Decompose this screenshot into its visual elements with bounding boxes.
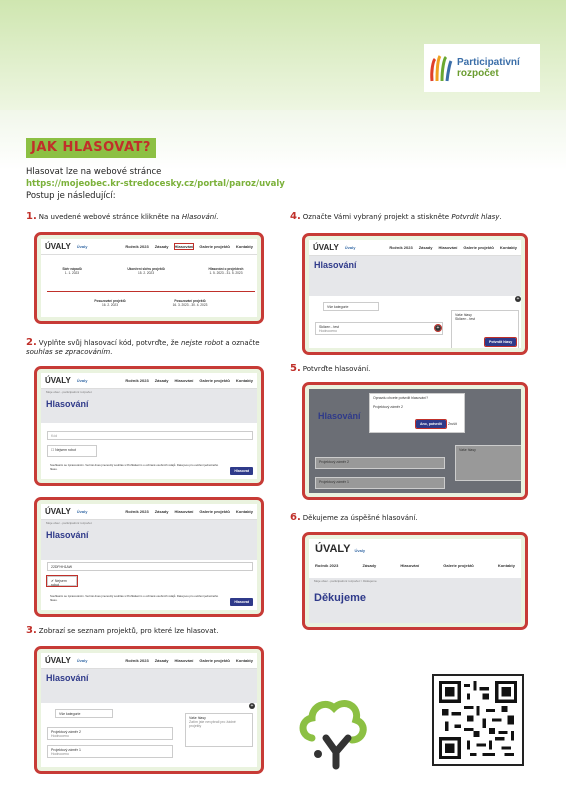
- project-name: Projektový záměr 1: [51, 748, 81, 752]
- screenshot-step-2a: [34, 366, 264, 486]
- page-heading: Hlasování: [314, 260, 357, 270]
- step-text: Zobrazí se seznam projektů, pro které lze hlasovat.: [38, 627, 219, 635]
- step-2: [26, 338, 276, 357]
- page-title: JAK HLASOVAT?: [26, 138, 156, 158]
- code-input[interactable]: 22DFHH1AW: [47, 562, 253, 571]
- nav-item[interactable]: Zásady: [154, 244, 169, 249]
- timeline-item: Posuzování projektů 16. 3. 2023 - 30. 4. 2023: [172, 299, 208, 307]
- timeline-item: Posuzování projektů 16. 2. 2023: [94, 299, 126, 307]
- votes-title: Vaše hlasy: [455, 313, 472, 317]
- step-4: [290, 212, 540, 222]
- step-emphasis: Potvrdit hlasy: [451, 213, 500, 221]
- project-row: [315, 477, 445, 489]
- votes-title: Vaše hlasy: [189, 716, 206, 720]
- step-3: [26, 626, 276, 636]
- step-num: 2.: [26, 337, 37, 348]
- site-brand-sub: Úvaly: [76, 509, 88, 514]
- nav-item[interactable]: Zásady: [418, 245, 433, 250]
- captcha-box[interactable]: ☐ Nejsem robot: [47, 445, 97, 457]
- modal-item: Projektový záměr 2: [373, 405, 403, 409]
- category-select[interactable]: Vše kategorie: [55, 709, 113, 718]
- site-frame: [41, 504, 257, 610]
- step-emphasis: nejste robot: [180, 339, 224, 347]
- qr-code[interactable]: [432, 674, 524, 766]
- screenshot-step-1: [34, 232, 264, 324]
- intro-url-link[interactable]: https://mojeobec.kr-stredocesky.cz/portal/paroz/uvaly: [26, 179, 285, 189]
- category-select[interactable]: Vše kategorie: [323, 302, 379, 311]
- screenshot-step-2b: [34, 497, 264, 617]
- qr-code-icon: [439, 681, 517, 759]
- screenshot-step-5: [302, 382, 528, 500]
- site-nav: [41, 504, 257, 520]
- breadcrumb: Moje obec - participativní rozpočet > Děkujeme: [314, 579, 377, 583]
- nav-item[interactable]: Galerie projektů: [463, 245, 494, 250]
- step-num: 6.: [290, 512, 301, 523]
- step-num: 3.: [26, 625, 37, 636]
- site-frame: [41, 239, 257, 317]
- uvaly-tree-logo: [298, 694, 370, 770]
- logo-text-line2: rozpočet: [457, 68, 499, 79]
- confirm-votes-button[interactable]: Potvrdit hlasy: [485, 338, 516, 346]
- nav-item[interactable]: Hlasování: [174, 658, 194, 663]
- page-header: [309, 256, 521, 296]
- nav-item[interactable]: Ročník 2023: [125, 658, 149, 663]
- site-brand: ÚVALY: [45, 656, 71, 665]
- project-status: Hodnoceno: [319, 329, 337, 333]
- step-1: [26, 212, 276, 222]
- votes-title: Vaše hlasy: [459, 448, 476, 452]
- nav-item[interactable]: Galerie projektů: [199, 378, 230, 383]
- nav-item[interactable]: Kontakty: [235, 378, 253, 383]
- timeline-item: Sběr nápadů 1. 1. 2023: [62, 267, 82, 275]
- page-header: [41, 389, 257, 423]
- step-6: [290, 513, 540, 523]
- project-name: Projektový záměr 2: [319, 460, 349, 464]
- votes-empty: Zatím jste nevybrali pro žádné projekty: [189, 720, 236, 728]
- vote-button[interactable]: Hlasovat: [230, 467, 253, 475]
- step-end: .: [499, 213, 502, 221]
- site-frame-dimmed: [309, 389, 521, 493]
- page-heading: Hlasování: [46, 673, 89, 683]
- nav-item[interactable]: Hlasování: [438, 245, 458, 250]
- step-num: 5.: [290, 363, 301, 374]
- captcha-box-checked[interactable]: ✔ Nejsem robot: [47, 576, 77, 586]
- site-brand-sub: Úvaly: [76, 244, 88, 249]
- nav-item[interactable]: Ročník 2023: [125, 509, 149, 514]
- site-nav: [41, 653, 257, 669]
- site-brand: ÚVALY: [45, 242, 71, 251]
- step-text: Děkujeme za úspěšné hlasování.: [302, 514, 418, 522]
- add-icon[interactable]: +: [516, 296, 520, 302]
- screenshot-step-6: [302, 532, 528, 630]
- site-frame: [309, 539, 521, 623]
- nav-item[interactable]: Hlasování: [400, 563, 420, 568]
- project-name: Sklizen - test: [319, 325, 340, 329]
- modal-cancel-link[interactable]: Zrušit: [448, 422, 457, 426]
- timeline-item: Hlasování o projektech 1. 5. 2023 - 31. 5. 2023: [208, 267, 244, 275]
- votes-item: Sklizen - test: [455, 317, 476, 321]
- hands-icon: [429, 53, 453, 83]
- step-end: .: [110, 348, 113, 356]
- page-heading: Hlasování: [318, 411, 361, 421]
- nav-item[interactable]: Kontakty: [235, 658, 253, 663]
- thanks-heading: Děkujeme: [314, 592, 366, 604]
- step-end: .: [216, 213, 219, 221]
- agree-checkbox[interactable]: Souhlasím se zpracováním. Vezmě dnes jmenovitý souhlas s Prohlášením o ochraně osobních údajů. Data jsou pro ověření jednotného hlasu.: [47, 461, 227, 470]
- project-row[interactable]: [47, 727, 173, 740]
- project-row-selected[interactable]: [315, 322, 443, 335]
- add-icon[interactable]: +: [250, 703, 254, 709]
- nav-item[interactable]: Hlasování: [174, 509, 194, 514]
- votes-panel: [455, 445, 521, 481]
- captcha-label: Nejsem robot: [55, 448, 76, 452]
- participativni-rozpocet-logo: [424, 44, 540, 92]
- captcha-label: Nejsem robot: [51, 579, 67, 587]
- project-status: Hodnoceno: [51, 752, 69, 756]
- nav-item[interactable]: Ročník 2023: [125, 378, 149, 383]
- nav-item[interactable]: Kontakty: [235, 509, 253, 514]
- nav-item[interactable]: Kontakty: [499, 245, 517, 250]
- nav-item[interactable]: Galerie projektů: [199, 658, 230, 663]
- site-frame: [309, 240, 521, 348]
- site-brand: ÚVALY: [315, 543, 351, 555]
- site-brand-sub: Úvaly: [354, 548, 366, 553]
- page-header: [41, 520, 257, 560]
- page-heading: Hlasování: [46, 530, 89, 540]
- breadcrumb: Moje obec - participativní rozpočet: [46, 390, 92, 394]
- confirm-modal: [369, 393, 465, 433]
- site-brand: ÚVALY: [45, 507, 71, 516]
- site-frame: [41, 653, 257, 767]
- project-row[interactable]: [47, 745, 173, 758]
- nav-item[interactable]: Zásady: [154, 378, 169, 383]
- nav-item[interactable]: Ročník 2023: [315, 563, 339, 568]
- breadcrumb: Moje obec - participativní rozpočet: [46, 521, 92, 525]
- nav-item[interactable]: Kontakty: [497, 563, 515, 568]
- nav-item[interactable]: Galerie projektů: [443, 563, 474, 568]
- step-text: a označte: [223, 339, 260, 347]
- page-heading: Hlasování: [46, 399, 89, 409]
- site-brand: ÚVALY: [313, 243, 339, 252]
- nav-item-hlasovani[interactable]: Hlasování: [174, 244, 194, 249]
- screenshot-step-3: [34, 646, 264, 774]
- logo-text-line1: Participativní: [457, 57, 520, 68]
- modal-question: Opravdu chcete potvrdit hlasování?: [373, 396, 429, 400]
- project-name: Projektový záměr 1: [319, 480, 349, 484]
- step-5: [290, 364, 540, 374]
- site-brand-sub: Úvaly: [344, 245, 356, 250]
- site-frame: [41, 373, 257, 479]
- nav-item[interactable]: Zásady: [154, 658, 169, 663]
- step-text: Vyplňte svůj hlasovací kód, potvrďte, že: [38, 339, 181, 347]
- nav-item[interactable]: Galerie projektů: [199, 244, 230, 249]
- site-brand-sub: Úvaly: [76, 378, 88, 383]
- intro-text: [26, 166, 285, 202]
- step-num: 4.: [290, 211, 301, 222]
- nav-item[interactable]: Zásady: [362, 563, 377, 568]
- site-brand-sub: Úvaly: [76, 658, 88, 663]
- step-text: Označte Vámi vybraný projekt a stiskněte: [302, 213, 452, 221]
- nav-item[interactable]: Hlasování: [174, 378, 194, 383]
- votes-panel: [185, 713, 253, 747]
- nav-item[interactable]: Ročník 2023: [125, 244, 149, 249]
- page-header: [41, 669, 257, 703]
- site-nav: [309, 240, 521, 256]
- step-emphasis: Hlasování: [181, 213, 217, 221]
- project-row: [315, 457, 445, 469]
- nav-item[interactable]: Galerie projektů: [199, 509, 230, 514]
- step-text: Potvrďte hlasování.: [302, 365, 371, 373]
- step-text: Na uvedené webové stránce klikněte na: [38, 213, 182, 221]
- intro-line1: Hlasovat lze na webové stránce: [26, 167, 162, 177]
- code-input[interactable]: Kód: [47, 431, 253, 440]
- nav-item[interactable]: Ročník 2023: [389, 245, 413, 250]
- add-vote-icon[interactable]: +: [436, 325, 440, 331]
- step-emphasis: souhlas se zpracováním: [26, 348, 111, 356]
- site-brand: ÚVALY: [45, 376, 71, 385]
- timeline-line: [47, 291, 255, 292]
- vote-button[interactable]: Hlasovat: [230, 598, 253, 606]
- modal-confirm-button[interactable]: Ano, potvrdit: [416, 420, 446, 428]
- screenshot-step-4: [302, 233, 528, 355]
- intro-line2: Postup je následující:: [26, 191, 116, 201]
- site-nav: [41, 239, 257, 255]
- page-header: [309, 578, 521, 623]
- site-brand-row: [309, 539, 521, 559]
- project-name: Projektový záměr 2: [51, 730, 81, 734]
- agree-checkbox[interactable]: Souhlasím se zpracováním. Vezmě dnes jmenovitý souhlas s Prohlášením o ochraně osobních údajů. Data jsou pro ověření jednotného hlasu.: [47, 592, 227, 601]
- site-nav: [309, 559, 521, 572]
- step-num: 1.: [26, 211, 37, 222]
- timeline-item: Ukončení sběru projektů 15. 2. 2023: [127, 267, 165, 275]
- nav-item[interactable]: Kontakty: [235, 244, 253, 249]
- site-nav: [41, 373, 257, 389]
- project-status: Hodnoceno: [51, 734, 69, 738]
- nav-item[interactable]: Zásady: [154, 509, 169, 514]
